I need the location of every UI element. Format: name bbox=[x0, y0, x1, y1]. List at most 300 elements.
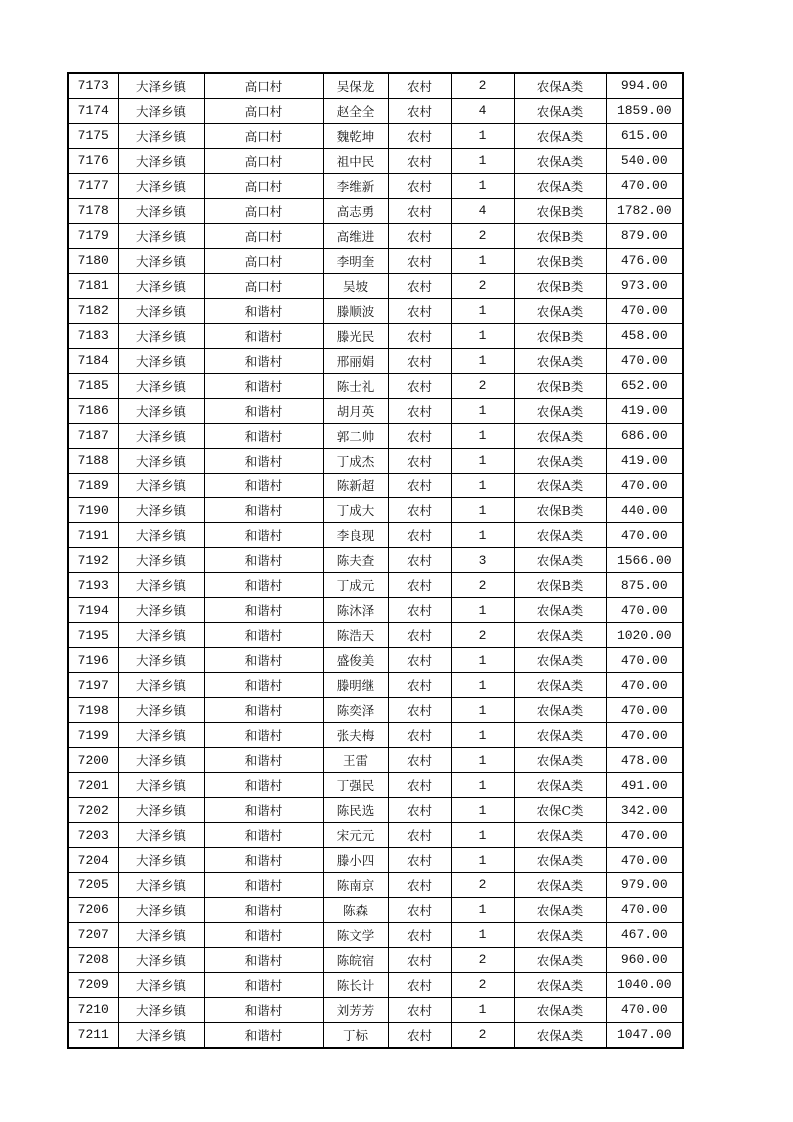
area-type-cell: 农村 bbox=[388, 573, 451, 598]
household-count-cell: 1 bbox=[451, 648, 514, 673]
row-number-cell: 7174 bbox=[68, 98, 118, 123]
town-cell: 大泽乡镇 bbox=[118, 848, 204, 873]
name-cell: 陈长计 bbox=[323, 972, 388, 997]
town-cell: 大泽乡镇 bbox=[118, 398, 204, 423]
village-cell: 和谐村 bbox=[204, 323, 323, 348]
category-cell: 农保A类 bbox=[514, 997, 606, 1022]
town-cell: 大泽乡镇 bbox=[118, 123, 204, 148]
household-count-cell: 2 bbox=[451, 573, 514, 598]
name-cell: 丁强民 bbox=[323, 773, 388, 798]
row-number-cell: 7207 bbox=[68, 922, 118, 947]
town-cell: 大泽乡镇 bbox=[118, 748, 204, 773]
amount-cell: 470.00 bbox=[606, 173, 683, 198]
name-cell: 陈文学 bbox=[323, 922, 388, 947]
row-number-cell: 7201 bbox=[68, 773, 118, 798]
table-row bbox=[68, 273, 683, 298]
row-number-cell: 7176 bbox=[68, 148, 118, 173]
amount-cell: 960.00 bbox=[606, 947, 683, 972]
table-row bbox=[68, 148, 683, 173]
household-count-cell: 1 bbox=[451, 123, 514, 148]
name-cell: 丁标 bbox=[323, 1022, 388, 1047]
area-type-cell: 农村 bbox=[388, 848, 451, 873]
town-cell: 大泽乡镇 bbox=[118, 423, 204, 448]
amount-cell: 419.00 bbox=[606, 448, 683, 473]
table-row bbox=[68, 298, 683, 323]
amount-cell: 470.00 bbox=[606, 723, 683, 748]
village-cell: 和谐村 bbox=[204, 848, 323, 873]
category-cell: 农保A类 bbox=[514, 98, 606, 123]
household-count-cell: 2 bbox=[451, 623, 514, 648]
category-cell: 农保A类 bbox=[514, 423, 606, 448]
name-cell: 滕顺波 bbox=[323, 298, 388, 323]
table-row bbox=[68, 223, 683, 248]
name-cell: 郭二帅 bbox=[323, 423, 388, 448]
name-cell: 高志勇 bbox=[323, 198, 388, 223]
row-number-cell: 7205 bbox=[68, 873, 118, 898]
town-cell: 大泽乡镇 bbox=[118, 298, 204, 323]
category-cell: 农保B类 bbox=[514, 273, 606, 298]
village-cell: 和谐村 bbox=[204, 997, 323, 1022]
name-cell: 高维进 bbox=[323, 223, 388, 248]
table-body bbox=[68, 73, 683, 1048]
table-row bbox=[68, 323, 683, 348]
amount-cell: 1040.00 bbox=[606, 972, 683, 997]
category-cell: 农保A类 bbox=[514, 698, 606, 723]
area-type-cell: 农村 bbox=[388, 198, 451, 223]
town-cell: 大泽乡镇 bbox=[118, 198, 204, 223]
category-cell: 农保B类 bbox=[514, 573, 606, 598]
area-type-cell: 农村 bbox=[388, 548, 451, 573]
household-count-cell: 2 bbox=[451, 947, 514, 972]
amount-cell: 470.00 bbox=[606, 698, 683, 723]
town-cell: 大泽乡镇 bbox=[118, 73, 204, 98]
town-cell: 大泽乡镇 bbox=[118, 947, 204, 972]
village-cell: 和谐村 bbox=[204, 548, 323, 573]
town-cell: 大泽乡镇 bbox=[118, 922, 204, 947]
town-cell: 大泽乡镇 bbox=[118, 648, 204, 673]
town-cell: 大泽乡镇 bbox=[118, 173, 204, 198]
household-count-cell: 1 bbox=[451, 148, 514, 173]
town-cell: 大泽乡镇 bbox=[118, 523, 204, 548]
name-cell: 陈皖宿 bbox=[323, 947, 388, 972]
row-number-cell: 7197 bbox=[68, 673, 118, 698]
town-cell: 大泽乡镇 bbox=[118, 548, 204, 573]
village-cell: 和谐村 bbox=[204, 423, 323, 448]
village-cell: 和谐村 bbox=[204, 598, 323, 623]
town-cell: 大泽乡镇 bbox=[118, 798, 204, 823]
table-row bbox=[68, 573, 683, 598]
row-number-cell: 7209 bbox=[68, 972, 118, 997]
town-cell: 大泽乡镇 bbox=[118, 623, 204, 648]
amount-cell: 470.00 bbox=[606, 997, 683, 1022]
row-number-cell: 7196 bbox=[68, 648, 118, 673]
table-row bbox=[68, 897, 683, 922]
town-cell: 大泽乡镇 bbox=[118, 1022, 204, 1047]
row-number-cell: 7194 bbox=[68, 598, 118, 623]
category-cell: 农保A类 bbox=[514, 398, 606, 423]
row-number-cell: 7189 bbox=[68, 473, 118, 498]
household-count-cell: 2 bbox=[451, 1022, 514, 1047]
category-cell: 农保B类 bbox=[514, 498, 606, 523]
table-row bbox=[68, 1022, 683, 1047]
row-number-cell: 7185 bbox=[68, 373, 118, 398]
row-number-cell: 7210 bbox=[68, 997, 118, 1022]
row-number-cell: 7180 bbox=[68, 248, 118, 273]
name-cell: 吴坡 bbox=[323, 273, 388, 298]
area-type-cell: 农村 bbox=[388, 373, 451, 398]
amount-cell: 458.00 bbox=[606, 323, 683, 348]
area-type-cell: 农村 bbox=[388, 123, 451, 148]
name-cell: 邢丽娟 bbox=[323, 348, 388, 373]
table-row bbox=[68, 823, 683, 848]
row-number-cell: 7193 bbox=[68, 573, 118, 598]
category-cell: 农保A类 bbox=[514, 348, 606, 373]
area-type-cell: 农村 bbox=[388, 523, 451, 548]
village-cell: 和谐村 bbox=[204, 298, 323, 323]
household-count-cell: 1 bbox=[451, 897, 514, 922]
category-cell: 农保A类 bbox=[514, 123, 606, 148]
town-cell: 大泽乡镇 bbox=[118, 498, 204, 523]
village-cell: 高口村 bbox=[204, 248, 323, 273]
town-cell: 大泽乡镇 bbox=[118, 273, 204, 298]
town-cell: 大泽乡镇 bbox=[118, 223, 204, 248]
area-type-cell: 农村 bbox=[388, 173, 451, 198]
category-cell: 农保A类 bbox=[514, 748, 606, 773]
table-row bbox=[68, 848, 683, 873]
amount-cell: 615.00 bbox=[606, 123, 683, 148]
amount-cell: 440.00 bbox=[606, 498, 683, 523]
area-type-cell: 农村 bbox=[388, 748, 451, 773]
name-cell: 滕光民 bbox=[323, 323, 388, 348]
household-count-cell: 1 bbox=[451, 922, 514, 947]
name-cell: 李维新 bbox=[323, 173, 388, 198]
area-type-cell: 农村 bbox=[388, 648, 451, 673]
village-cell: 高口村 bbox=[204, 123, 323, 148]
household-count-cell: 1 bbox=[451, 323, 514, 348]
category-cell: 农保A类 bbox=[514, 972, 606, 997]
table-row bbox=[68, 673, 683, 698]
town-cell: 大泽乡镇 bbox=[118, 473, 204, 498]
category-cell: 农保B类 bbox=[514, 198, 606, 223]
amount-cell: 973.00 bbox=[606, 273, 683, 298]
row-number-cell: 7187 bbox=[68, 423, 118, 448]
village-cell: 和谐村 bbox=[204, 748, 323, 773]
amount-cell: 1566.00 bbox=[606, 548, 683, 573]
name-cell: 陈夫查 bbox=[323, 548, 388, 573]
table-row bbox=[68, 648, 683, 673]
village-cell: 高口村 bbox=[204, 273, 323, 298]
village-cell: 和谐村 bbox=[204, 972, 323, 997]
row-number-cell: 7178 bbox=[68, 198, 118, 223]
village-cell: 和谐村 bbox=[204, 873, 323, 898]
category-cell: 农保B类 bbox=[514, 373, 606, 398]
village-cell: 和谐村 bbox=[204, 623, 323, 648]
household-count-cell: 1 bbox=[451, 473, 514, 498]
household-count-cell: 3 bbox=[451, 548, 514, 573]
village-cell: 和谐村 bbox=[204, 947, 323, 972]
category-cell: 农保A类 bbox=[514, 723, 606, 748]
village-cell: 和谐村 bbox=[204, 798, 323, 823]
area-type-cell: 农村 bbox=[388, 598, 451, 623]
area-type-cell: 农村 bbox=[388, 823, 451, 848]
row-number-cell: 7183 bbox=[68, 323, 118, 348]
category-cell: 农保A类 bbox=[514, 823, 606, 848]
name-cell: 吴保龙 bbox=[323, 73, 388, 98]
village-cell: 高口村 bbox=[204, 173, 323, 198]
amount-cell: 979.00 bbox=[606, 873, 683, 898]
category-cell: 农保B类 bbox=[514, 323, 606, 348]
area-type-cell: 农村 bbox=[388, 773, 451, 798]
category-cell: 农保A类 bbox=[514, 1022, 606, 1047]
table-row bbox=[68, 123, 683, 148]
household-count-cell: 1 bbox=[451, 248, 514, 273]
table-row bbox=[68, 498, 683, 523]
area-type-cell: 农村 bbox=[388, 323, 451, 348]
area-type-cell: 农村 bbox=[388, 423, 451, 448]
name-cell: 祖中民 bbox=[323, 148, 388, 173]
amount-cell: 467.00 bbox=[606, 922, 683, 947]
amount-cell: 875.00 bbox=[606, 573, 683, 598]
village-cell: 和谐村 bbox=[204, 498, 323, 523]
table-row bbox=[68, 922, 683, 947]
village-cell: 和谐村 bbox=[204, 648, 323, 673]
town-cell: 大泽乡镇 bbox=[118, 448, 204, 473]
table-row bbox=[68, 723, 683, 748]
household-count-cell: 2 bbox=[451, 223, 514, 248]
village-cell: 高口村 bbox=[204, 73, 323, 98]
area-type-cell: 农村 bbox=[388, 248, 451, 273]
village-cell: 和谐村 bbox=[204, 348, 323, 373]
amount-cell: 491.00 bbox=[606, 773, 683, 798]
village-cell: 和谐村 bbox=[204, 573, 323, 598]
area-type-cell: 农村 bbox=[388, 997, 451, 1022]
name-cell: 李明奎 bbox=[323, 248, 388, 273]
row-number-cell: 7184 bbox=[68, 348, 118, 373]
household-count-cell: 1 bbox=[451, 298, 514, 323]
town-cell: 大泽乡镇 bbox=[118, 98, 204, 123]
area-type-cell: 农村 bbox=[388, 273, 451, 298]
row-number-cell: 7175 bbox=[68, 123, 118, 148]
row-number-cell: 7179 bbox=[68, 223, 118, 248]
town-cell: 大泽乡镇 bbox=[118, 148, 204, 173]
name-cell: 刘芳芳 bbox=[323, 997, 388, 1022]
amount-cell: 652.00 bbox=[606, 373, 683, 398]
village-cell: 和谐村 bbox=[204, 698, 323, 723]
area-type-cell: 农村 bbox=[388, 298, 451, 323]
row-number-cell: 7191 bbox=[68, 523, 118, 548]
area-type-cell: 农村 bbox=[388, 723, 451, 748]
area-type-cell: 农村 bbox=[388, 73, 451, 98]
table-row bbox=[68, 98, 683, 123]
village-cell: 和谐村 bbox=[204, 673, 323, 698]
area-type-cell: 农村 bbox=[388, 972, 451, 997]
amount-cell: 470.00 bbox=[606, 648, 683, 673]
household-count-cell: 1 bbox=[451, 423, 514, 448]
amount-cell: 1859.00 bbox=[606, 98, 683, 123]
name-cell: 陈民选 bbox=[323, 798, 388, 823]
name-cell: 盛俊美 bbox=[323, 648, 388, 673]
name-cell: 滕明继 bbox=[323, 673, 388, 698]
village-cell: 和谐村 bbox=[204, 897, 323, 922]
row-number-cell: 7203 bbox=[68, 823, 118, 848]
table-row bbox=[68, 473, 683, 498]
town-cell: 大泽乡镇 bbox=[118, 248, 204, 273]
name-cell: 滕小四 bbox=[323, 848, 388, 873]
amount-cell: 470.00 bbox=[606, 598, 683, 623]
amount-cell: 1047.00 bbox=[606, 1022, 683, 1047]
name-cell: 丁成元 bbox=[323, 573, 388, 598]
category-cell: 农保A类 bbox=[514, 897, 606, 922]
household-count-cell: 1 bbox=[451, 398, 514, 423]
household-count-cell: 1 bbox=[451, 448, 514, 473]
category-cell: 农保A类 bbox=[514, 773, 606, 798]
village-cell: 高口村 bbox=[204, 98, 323, 123]
name-cell: 李良现 bbox=[323, 523, 388, 548]
row-number-cell: 7182 bbox=[68, 298, 118, 323]
row-number-cell: 7181 bbox=[68, 273, 118, 298]
household-count-cell: 2 bbox=[451, 873, 514, 898]
table-row bbox=[68, 873, 683, 898]
household-count-cell: 1 bbox=[451, 348, 514, 373]
amount-cell: 686.00 bbox=[606, 423, 683, 448]
household-count-cell: 1 bbox=[451, 748, 514, 773]
town-cell: 大泽乡镇 bbox=[118, 823, 204, 848]
town-cell: 大泽乡镇 bbox=[118, 323, 204, 348]
town-cell: 大泽乡镇 bbox=[118, 573, 204, 598]
area-type-cell: 农村 bbox=[388, 623, 451, 648]
row-number-cell: 7173 bbox=[68, 73, 118, 98]
area-type-cell: 农村 bbox=[388, 148, 451, 173]
amount-cell: 470.00 bbox=[606, 897, 683, 922]
area-type-cell: 农村 bbox=[388, 498, 451, 523]
household-count-cell: 1 bbox=[451, 773, 514, 798]
household-count-cell: 2 bbox=[451, 73, 514, 98]
table-row bbox=[68, 423, 683, 448]
table-row bbox=[68, 598, 683, 623]
table-row bbox=[68, 523, 683, 548]
category-cell: 农保A类 bbox=[514, 548, 606, 573]
table-row bbox=[68, 448, 683, 473]
household-count-cell: 2 bbox=[451, 273, 514, 298]
table-row bbox=[68, 623, 683, 648]
row-number-cell: 7211 bbox=[68, 1022, 118, 1047]
table-row bbox=[68, 198, 683, 223]
category-cell: 农保A类 bbox=[514, 148, 606, 173]
category-cell: 农保B类 bbox=[514, 223, 606, 248]
area-type-cell: 农村 bbox=[388, 1022, 451, 1047]
amount-cell: 470.00 bbox=[606, 523, 683, 548]
row-number-cell: 7195 bbox=[68, 623, 118, 648]
area-type-cell: 农村 bbox=[388, 673, 451, 698]
name-cell: 王雷 bbox=[323, 748, 388, 773]
category-cell: 农保A类 bbox=[514, 73, 606, 98]
town-cell: 大泽乡镇 bbox=[118, 997, 204, 1022]
amount-cell: 470.00 bbox=[606, 823, 683, 848]
household-count-cell: 1 bbox=[451, 173, 514, 198]
table-row bbox=[68, 972, 683, 997]
row-number-cell: 7206 bbox=[68, 897, 118, 922]
row-number-cell: 7199 bbox=[68, 723, 118, 748]
household-count-cell: 1 bbox=[451, 723, 514, 748]
name-cell: 丁成杰 bbox=[323, 448, 388, 473]
village-cell: 和谐村 bbox=[204, 473, 323, 498]
amount-cell: 1782.00 bbox=[606, 198, 683, 223]
village-cell: 和谐村 bbox=[204, 773, 323, 798]
category-cell: 农保A类 bbox=[514, 448, 606, 473]
row-number-cell: 7188 bbox=[68, 448, 118, 473]
household-count-cell: 1 bbox=[451, 523, 514, 548]
table-row bbox=[68, 373, 683, 398]
household-count-cell: 2 bbox=[451, 972, 514, 997]
name-cell: 丁成大 bbox=[323, 498, 388, 523]
amount-cell: 419.00 bbox=[606, 398, 683, 423]
village-cell: 和谐村 bbox=[204, 823, 323, 848]
table-row bbox=[68, 698, 683, 723]
town-cell: 大泽乡镇 bbox=[118, 972, 204, 997]
amount-cell: 470.00 bbox=[606, 348, 683, 373]
village-cell: 高口村 bbox=[204, 148, 323, 173]
category-cell: 农保A类 bbox=[514, 598, 606, 623]
amount-cell: 994.00 bbox=[606, 73, 683, 98]
area-type-cell: 农村 bbox=[388, 897, 451, 922]
table-row bbox=[68, 173, 683, 198]
name-cell: 赵全全 bbox=[323, 98, 388, 123]
row-number-cell: 7190 bbox=[68, 498, 118, 523]
household-count-cell: 4 bbox=[451, 198, 514, 223]
area-type-cell: 农村 bbox=[388, 873, 451, 898]
row-number-cell: 7192 bbox=[68, 548, 118, 573]
row-number-cell: 7202 bbox=[68, 798, 118, 823]
category-cell: 农保A类 bbox=[514, 648, 606, 673]
category-cell: 农保A类 bbox=[514, 947, 606, 972]
name-cell: 陈南京 bbox=[323, 873, 388, 898]
area-type-cell: 农村 bbox=[388, 348, 451, 373]
name-cell: 陈浩天 bbox=[323, 623, 388, 648]
amount-cell: 470.00 bbox=[606, 673, 683, 698]
town-cell: 大泽乡镇 bbox=[118, 773, 204, 798]
name-cell: 胡月英 bbox=[323, 398, 388, 423]
household-count-cell: 1 bbox=[451, 848, 514, 873]
table-row bbox=[68, 748, 683, 773]
village-cell: 高口村 bbox=[204, 223, 323, 248]
town-cell: 大泽乡镇 bbox=[118, 348, 204, 373]
area-type-cell: 农村 bbox=[388, 922, 451, 947]
category-cell: 农保A类 bbox=[514, 623, 606, 648]
name-cell: 陈士礼 bbox=[323, 373, 388, 398]
category-cell: 农保A类 bbox=[514, 873, 606, 898]
household-count-cell: 4 bbox=[451, 98, 514, 123]
area-type-cell: 农村 bbox=[388, 98, 451, 123]
amount-cell: 879.00 bbox=[606, 223, 683, 248]
amount-cell: 1020.00 bbox=[606, 623, 683, 648]
village-cell: 和谐村 bbox=[204, 723, 323, 748]
village-cell: 和谐村 bbox=[204, 922, 323, 947]
table-row bbox=[68, 348, 683, 373]
town-cell: 大泽乡镇 bbox=[118, 673, 204, 698]
amount-cell: 478.00 bbox=[606, 748, 683, 773]
village-cell: 高口村 bbox=[204, 198, 323, 223]
row-number-cell: 7177 bbox=[68, 173, 118, 198]
name-cell: 陈奕泽 bbox=[323, 698, 388, 723]
household-count-cell: 1 bbox=[451, 498, 514, 523]
table-row bbox=[68, 798, 683, 823]
category-cell: 农保A类 bbox=[514, 673, 606, 698]
row-number-cell: 7200 bbox=[68, 748, 118, 773]
household-count-cell: 1 bbox=[451, 598, 514, 623]
amount-cell: 470.00 bbox=[606, 473, 683, 498]
category-cell: 农保C类 bbox=[514, 798, 606, 823]
amount-cell: 540.00 bbox=[606, 148, 683, 173]
